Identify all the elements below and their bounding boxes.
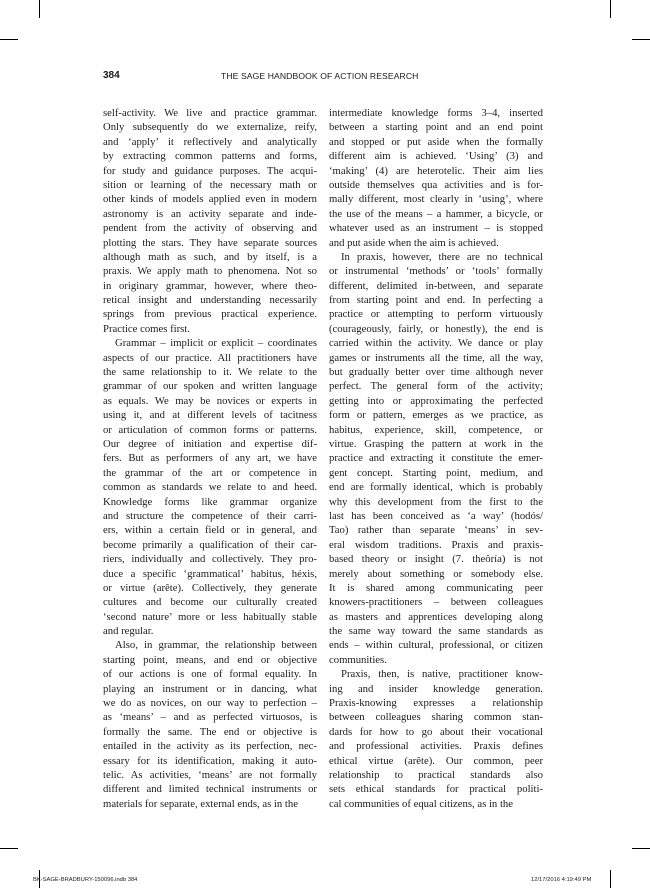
text-line: Tao) rather than separate ‘means’ in sev- <box>329 524 543 537</box>
text-line: telic. As activities, ‘means’ are not formally <box>103 768 317 781</box>
text-line: ‘making’ (4) are heterotelic. Their aim lies <box>329 164 543 177</box>
text-line: between a starting point and an end point <box>329 121 543 134</box>
text-line: gent concept. Starting point, medium, and <box>329 466 543 479</box>
text-line: relationship to practical standards also <box>329 768 543 781</box>
text-line: for study and guidance purposes. The acqui- <box>103 164 317 177</box>
text-line: from starting point and end. In perfecting a <box>329 294 543 307</box>
crop-mark-top-left-vertical <box>39 0 40 18</box>
text-line: plotting the stars. They have separate sources <box>103 236 317 249</box>
text-line: the grammar of the art or competence in <box>103 466 317 479</box>
text-line: last has been conceived as ‘a way’ (hodós/ <box>329 509 543 522</box>
text-line: ing and insider knowledge generation. <box>329 682 543 695</box>
text-line: springs from previous practical experience. <box>103 308 317 321</box>
text-line: astronomy is an activity separate and inde- <box>103 207 317 220</box>
text-line: as masters and apprentices developing along <box>329 610 543 623</box>
text-line: praxis. We apply math to phenomena. Not so <box>103 265 317 278</box>
text-line: different aim is achieved. ‘Using’ (3) and <box>329 150 543 163</box>
text-line: Praxis-knowing expresses a relationship <box>329 697 543 710</box>
text-line: intermediate knowledge forms 3–4, inserted <box>329 107 543 119</box>
text-line: and ‘apply’ it reflectively and analytically <box>103 135 317 148</box>
text-line: form or pattern, emerges as we practice, as <box>329 409 543 422</box>
text-line: Our degree of initiation and expertise dif- <box>103 437 317 450</box>
text-line: the use of the means – a hammer, a bicycle, or <box>329 207 543 220</box>
text-line: grammar of our spoken and written language <box>103 380 317 393</box>
text-line: dards for how to go about their vocational <box>329 725 543 738</box>
running-header <box>103 70 543 84</box>
text-line: or instrumental ‘methods’ or ‘tools’ formally <box>329 265 543 278</box>
text-line: (courageously, fairly, or honestly), the end is <box>329 322 543 335</box>
text-line: mally different, most clearly in ‘using’, where <box>329 193 543 206</box>
text-line: Practice comes first. <box>103 322 190 335</box>
text-line: playing an instrument or in dancing, what <box>103 682 317 695</box>
text-line: Also, in grammar, the relationship between <box>115 639 317 652</box>
crop-mark-bottom-right-vertical <box>610 870 611 888</box>
text-line: by extracting common patterns and forms, <box>103 150 317 163</box>
text-line: materials for separate, external ends, as in the <box>103 797 298 810</box>
crop-mark-bottom-right-horizontal <box>632 848 650 849</box>
text-line: different, delimited in-between, and separate <box>329 279 543 292</box>
text-line: and regular. <box>103 625 154 638</box>
text-line: end are formally identical, which is probably <box>329 481 543 494</box>
text-line: although math as such, and by itself, is a <box>103 250 317 263</box>
crop-mark-top-right-vertical <box>610 0 611 18</box>
text-line: common as standards we relate to and heed. <box>103 481 317 494</box>
text-line: whatever used as an instrument – is stopped <box>329 222 543 235</box>
text-line: starting point, means, and end or objective <box>103 653 317 666</box>
text-line: other kinds of models applied even in modern <box>103 193 317 206</box>
text-line: cal communities of equal citizens, as in the <box>329 797 514 810</box>
text-line: and put aside when the aim is achieved. <box>329 236 499 249</box>
text-line: In praxis, however, there are no technical <box>341 250 543 263</box>
text-line: ethical virtue (arête). Our common, peer <box>329 754 543 767</box>
text-line: aspects of our practice. All practitioners have <box>103 351 317 364</box>
text-line: but gradually better over time although never <box>329 366 543 379</box>
text-line: practice or attempting to perform virtuously <box>329 308 543 321</box>
text-line: entailed in the activity as its perfection, nec- <box>103 740 317 753</box>
text-line: in originary grammar, however, where theo- <box>103 279 317 292</box>
text-line: as equals. We may be novices or experts in <box>103 394 317 407</box>
text-line: retical insight and understanding necessarily <box>103 294 317 307</box>
text-line: self-activity. We live and practice grammar. <box>103 107 317 119</box>
text-line: Knowledge forms like grammar organize <box>103 495 317 508</box>
text-line: practice and extracting it constitute the emer- <box>329 452 543 465</box>
text-line: habitus, experience, skill, competence, or <box>329 423 543 436</box>
text-line: based theory or insight (7. theôría) is not <box>329 553 543 566</box>
text-line: knowers-practitioners – between colleagues <box>329 596 543 609</box>
text-line: the same way toward the same standards as <box>329 625 543 638</box>
text-line: fers. But as performers of any art, we have <box>103 452 317 465</box>
crop-mark-top-right-horizontal <box>632 39 650 40</box>
text-line: Praxis, then, is native, practitioner know- <box>341 668 543 681</box>
text-line: Only subsequently do we externalize, reify, <box>103 121 317 134</box>
text-line: virtue. Grasping the pattern at work in the <box>329 437 543 450</box>
text-line: eral wisdom traditions. Praxis and praxis- <box>329 538 543 551</box>
page-number: 384 <box>103 70 120 81</box>
text-line: It is shared among communicating peer <box>329 581 543 594</box>
crop-mark-top-left-horizontal <box>0 39 18 40</box>
text-line: Grammar – implicit or explicit – coordinates <box>115 337 317 350</box>
footer-file-slug: BK-SAGE-BRADBURY-150096.indb 384 <box>33 877 138 883</box>
text-line: between colleagues sharing common stan- <box>329 711 543 724</box>
text-line: and structure the competence of their carri- <box>103 509 317 522</box>
text-line: different and limited technical instruments or <box>103 783 317 796</box>
left-column <box>103 106 317 811</box>
text-line: essary for its identification, making it auto- <box>103 754 317 767</box>
text-line: the same relationship to it. We relate to the <box>103 366 317 379</box>
text-line: formally the same. The end or objective is <box>103 725 317 738</box>
text-line: ers, within a certain field or in general, and <box>103 524 317 537</box>
text-line: or articulation of common forms or patterns. <box>103 423 317 436</box>
text-line: and professional activities. Praxis defines <box>329 740 543 753</box>
text-line: using it, and at different levels of tacitness <box>103 409 317 422</box>
text-line: carried within the activity. We dance or play <box>329 337 543 350</box>
text-line: cultures and become our culturally created <box>103 596 317 609</box>
text-line: merely about something or somebody else. <box>329 567 543 580</box>
text-line: why this development from the first to the <box>329 495 543 508</box>
text-line: games or instruments all the time, all the way, <box>329 351 543 364</box>
text-line: become primarily a qualification of their car- <box>103 538 317 551</box>
footer-timestamp: 12/17/2016 4:19:49 PM <box>531 877 592 883</box>
text-line: riers, individually and collectively. They pro- <box>103 553 317 566</box>
right-column <box>329 106 543 811</box>
crop-mark-bottom-left-horizontal <box>0 848 18 849</box>
text-line: and stopped or put aside when the formally <box>329 135 543 148</box>
text-line: ‘second nature’ more or less habitually stable <box>103 610 317 623</box>
text-line: of our actions is one of formal equality. In <box>103 668 317 681</box>
running-title: THE SAGE HANDBOOK OF ACTION RESEARCH <box>221 71 419 81</box>
text-line: we do as novices, on our way to perfection – <box>103 697 317 710</box>
text-line: sition or learning of the necessary math or <box>103 178 317 191</box>
text-line: duce a specific ‘grammatical’ habitus, héxis, <box>103 567 317 580</box>
text-line: or virtue (arête). Collectively, they generate <box>103 581 317 594</box>
text-line: getting into or approximating the perfected <box>329 394 543 407</box>
text-line: perfect. The general form of the activity; <box>329 380 543 393</box>
text-line: sets ethical standards for practical politi- <box>329 783 543 796</box>
text-line: ends – within cultural, professional, or citizen <box>329 639 543 652</box>
text-line: communities. <box>329 653 387 666</box>
text-line: pendent from the activity of observing and <box>103 222 317 235</box>
text-line: outside themselves qua activities and is for- <box>329 178 543 191</box>
text-line: as ‘means’ – and as perfected virtuosos, is <box>103 711 317 724</box>
